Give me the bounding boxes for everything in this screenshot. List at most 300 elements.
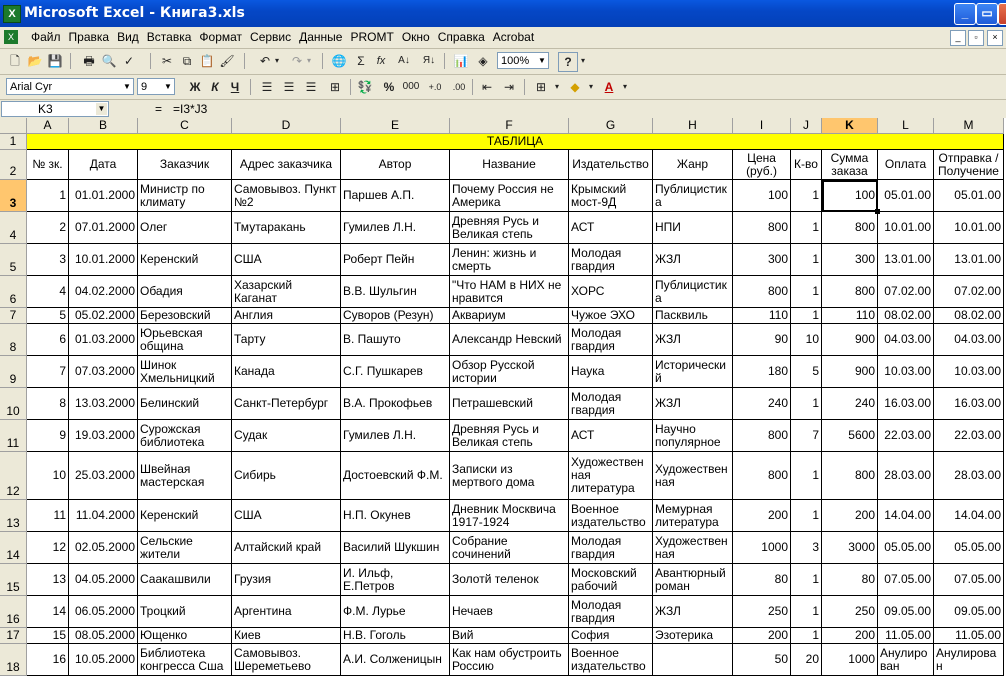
table-cell[interactable]: 05.02.2000 (69, 308, 138, 324)
table-cell[interactable]: 13.01.00 (934, 244, 1004, 276)
table-cell[interactable]: Алтайский край (232, 532, 341, 564)
table-cell[interactable]: 10.03.00 (878, 356, 934, 388)
table-cell[interactable]: Аргентина (232, 596, 341, 628)
table-cell[interactable]: Сельские жители (138, 532, 232, 564)
header-cell[interactable]: Заказчик (138, 150, 232, 180)
table-cell[interactable]: 11.05.00 (934, 628, 1004, 644)
row-header[interactable]: 15 (0, 564, 27, 596)
table-cell[interactable]: 13 (27, 564, 69, 596)
table-cell[interactable]: В. Пашуто (341, 324, 450, 356)
table-cell[interactable]: Крымский мост-9Д (569, 180, 653, 212)
undo-dropdown-icon[interactable]: ▾ (274, 56, 279, 65)
paste-icon[interactable]: 📋 (199, 54, 215, 68)
table-cell[interactable]: 05.05.00 (878, 532, 934, 564)
cut-icon[interactable]: ✂ (161, 54, 173, 68)
table-cell[interactable]: Тарту (232, 324, 341, 356)
table-cell[interactable]: 300 (733, 244, 791, 276)
table-cell[interactable]: 10.01.00 (878, 212, 934, 244)
column-header[interactable]: H (653, 118, 733, 134)
table-cell[interactable]: 14 (27, 596, 69, 628)
table-cell[interactable]: Библиотека конгресса Сша (138, 644, 232, 676)
table-cell[interactable]: Самовывоз. Пункт №2 (232, 180, 341, 212)
table-cell[interactable]: 07.05.00 (934, 564, 1004, 596)
header-cell[interactable]: Дата (69, 150, 138, 180)
table-cell[interactable]: 10.01.00 (934, 212, 1004, 244)
row-header[interactable]: 14 (0, 532, 27, 564)
table-cell[interactable]: 110 (733, 308, 791, 324)
row-header[interactable]: 8 (0, 324, 27, 356)
menu-item[interactable]: Acrobat (492, 30, 535, 44)
table-cell[interactable]: 200 (733, 500, 791, 532)
sort-descending-icon[interactable]: Я↓ (422, 55, 436, 66)
table-cell[interactable]: 25.03.2000 (69, 452, 138, 500)
table-cell[interactable]: 22.03.00 (934, 420, 1004, 452)
table-cell[interactable]: 02.05.2000 (69, 532, 138, 564)
increase-indent-icon[interactable]: ⇥ (503, 80, 515, 94)
table-cell[interactable]: 2 (27, 212, 69, 244)
table-cell[interactable]: 800 (733, 420, 791, 452)
table-cell[interactable]: 7 (791, 420, 822, 452)
table-cell[interactable]: Почему Россия не Америка (450, 180, 569, 212)
table-cell[interactable]: 1 (791, 500, 822, 532)
table-cell[interactable]: 90 (733, 324, 791, 356)
table-cell[interactable]: 15 (27, 628, 69, 644)
table-cell[interactable]: 9 (27, 420, 69, 452)
table-cell[interactable]: Паршев А.П. (341, 180, 450, 212)
menu-item[interactable]: Справка (437, 30, 485, 44)
table-cell[interactable]: 1 (791, 244, 822, 276)
header-cell[interactable]: Оплата (878, 150, 934, 180)
spelling-icon[interactable]: ✓ (123, 54, 135, 68)
table-cell[interactable]: 1 (791, 308, 822, 324)
column-header[interactable]: J (791, 118, 822, 134)
row-header[interactable]: 16 (0, 596, 27, 628)
row-header[interactable]: 5 (0, 244, 27, 276)
table-cell[interactable]: Как нам обустроить Россию (450, 644, 569, 676)
table-cell[interactable]: Ленин: жизнь и смерть (450, 244, 569, 276)
table-cell[interactable]: 20 (791, 644, 822, 676)
table-cell[interactable]: Обзор Русской истории (450, 356, 569, 388)
doc-minimize-icon[interactable]: _ (950, 30, 966, 46)
table-cell[interactable]: 110 (822, 308, 878, 324)
doc-restore-icon[interactable]: ▫ (968, 30, 984, 46)
table-cell[interactable]: 6 (27, 324, 69, 356)
table-cell[interactable]: 1 (791, 596, 822, 628)
table-cell[interactable]: 11.05.00 (878, 628, 934, 644)
row-header[interactable]: 10 (0, 388, 27, 420)
table-cell[interactable]: 04.02.2000 (69, 276, 138, 308)
table-cell[interactable]: 1 (791, 180, 822, 212)
table-cell[interactable]: Анулирован (878, 644, 934, 676)
currency-icon[interactable]: 💱 (357, 80, 373, 94)
decrease-decimal-icon[interactable]: .00 (452, 82, 466, 92)
header-cell[interactable]: Жанр (653, 150, 733, 180)
table-cell[interactable]: Молодая гвардия (569, 324, 653, 356)
table-cell[interactable]: Древняя Русь и Великая степь (450, 420, 569, 452)
table-cell[interactable]: 14.04.00 (934, 500, 1004, 532)
header-cell[interactable]: Цена (руб.) (733, 150, 791, 180)
table-cell[interactable]: 80 (822, 564, 878, 596)
borders-icon[interactable]: ⊞ (535, 80, 547, 94)
thousands-button[interactable]: 000 (402, 81, 420, 92)
table-cell[interactable]: Исторический (653, 356, 733, 388)
fill-color-icon[interactable]: ◆ (570, 80, 580, 94)
header-cell[interactable]: Название (450, 150, 569, 180)
table-cell[interactable]: 240 (822, 388, 878, 420)
menu-item[interactable]: Формат (199, 30, 243, 44)
increase-decimal-icon[interactable]: +.0 (428, 82, 442, 92)
table-cell[interactable]: Сурожская библиотека (138, 420, 232, 452)
merge-center-icon[interactable]: ⊞ (329, 80, 341, 94)
table-cell[interactable]: Древняя Русь и Великая степь (450, 212, 569, 244)
percent-button[interactable]: % (383, 80, 395, 94)
table-cell[interactable]: 16 (27, 644, 69, 676)
table-cell[interactable]: 900 (822, 324, 878, 356)
column-header[interactable]: C (138, 118, 232, 134)
header-cell[interactable]: К-во (791, 150, 822, 180)
table-cell[interactable]: Троцкий (138, 596, 232, 628)
redo-icon[interactable]: ↷ (291, 54, 303, 68)
table-cell[interactable]: 19.03.2000 (69, 420, 138, 452)
table-cell[interactable]: 800 (822, 452, 878, 500)
table-cell[interactable]: 05.05.00 (934, 532, 1004, 564)
chevron-down-icon[interactable]: ▼ (97, 104, 106, 113)
font-size-combo[interactable] (137, 78, 175, 95)
table-cell[interactable]: 28.03.00 (934, 452, 1004, 500)
autosum-icon[interactable]: Σ (357, 54, 365, 68)
table-cell[interactable]: 10.05.2000 (69, 644, 138, 676)
table-cell[interactable]: Гумилев Л.Н. (341, 212, 450, 244)
column-header[interactable]: I (733, 118, 791, 134)
table-cell[interactable]: 50 (733, 644, 791, 676)
table-cell[interactable]: Авантюрный роман (653, 564, 733, 596)
column-header[interactable]: F (450, 118, 569, 134)
chevron-down-icon[interactable]: ▼ (164, 82, 172, 91)
table-cell[interactable]: С.Г. Пушкарев (341, 356, 450, 388)
table-cell[interactable]: Самовывоз. Шереметьево (232, 644, 341, 676)
table-cell[interactable]: Суворов (Резун) (341, 308, 450, 324)
table-cell[interactable]: Санкт-Петербург (232, 388, 341, 420)
italic-button[interactable]: К (211, 80, 219, 94)
table-cell[interactable]: Хазарский Каганат (232, 276, 341, 308)
table-cell[interactable]: Саакашвили (138, 564, 232, 596)
sheet-title-cell[interactable]: ТАБЛИЦА (27, 134, 1004, 150)
table-cell[interactable]: Березовский (138, 308, 232, 324)
active-cell[interactable]: 100 (822, 180, 878, 212)
menu-item[interactable]: Данные (299, 30, 343, 44)
table-cell[interactable]: Молодая гвардия (569, 244, 653, 276)
menu-item[interactable]: Сервис (250, 30, 292, 44)
table-cell[interactable]: 12 (27, 532, 69, 564)
save-icon[interactable]: 💾 (47, 54, 63, 68)
table-cell[interactable]: 1000 (822, 644, 878, 676)
table-cell[interactable]: 1 (791, 564, 822, 596)
menu-item[interactable]: Вставка (146, 30, 192, 44)
table-cell[interactable]: В.А. Прокофьев (341, 388, 450, 420)
row-header[interactable]: 18 (0, 644, 27, 676)
row-header[interactable]: 13 (0, 500, 27, 532)
new-file-icon[interactable]: 🗋 (10, 54, 20, 68)
table-cell[interactable]: 1 (791, 388, 822, 420)
decrease-indent-icon[interactable]: ⇤ (481, 80, 493, 94)
table-cell[interactable]: Керенский (138, 244, 232, 276)
table-cell[interactable]: И. Ильф, Е.Петров (341, 564, 450, 596)
table-cell[interactable]: Художественная (653, 532, 733, 564)
select-all-corner[interactable] (0, 118, 27, 134)
sort-ascending-icon[interactable]: A↓ (398, 55, 410, 66)
table-cell[interactable]: 3 (27, 244, 69, 276)
table-cell[interactable]: ЖЗЛ (653, 244, 733, 276)
table-cell[interactable]: 11.04.2000 (69, 500, 138, 532)
table-cell[interactable]: 04.03.00 (934, 324, 1004, 356)
table-cell[interactable]: Вий (450, 628, 569, 644)
menu-item[interactable]: Правка (68, 30, 110, 44)
table-cell[interactable]: Мемурная литература (653, 500, 733, 532)
table-cell[interactable]: Художественная (653, 452, 733, 500)
doc-close-icon[interactable]: × (987, 30, 1003, 46)
table-cell[interactable]: ЖЗЛ (653, 324, 733, 356)
table-cell[interactable]: 3 (791, 532, 822, 564)
font-color-icon[interactable]: A (604, 80, 614, 94)
table-cell[interactable]: Аквариум (450, 308, 569, 324)
table-cell[interactable]: 14.04.00 (878, 500, 934, 532)
table-cell[interactable]: Обадия (138, 276, 232, 308)
print-icon[interactable]: 🖶 (83, 54, 95, 68)
chevron-down-icon[interactable]: ▼ (123, 82, 131, 91)
table-cell[interactable]: АСТ (569, 212, 653, 244)
table-cell[interactable]: 10 (27, 452, 69, 500)
table-cell[interactable]: 13.01.00 (878, 244, 934, 276)
header-cell[interactable]: Издательство (569, 150, 653, 180)
table-cell[interactable]: 06.05.2000 (69, 596, 138, 628)
column-header[interactable]: L (878, 118, 934, 134)
menu-item[interactable]: PROMT (350, 30, 394, 44)
table-cell[interactable]: США (232, 500, 341, 532)
table-cell[interactable]: 800 (733, 276, 791, 308)
table-cell[interactable]: 900 (822, 356, 878, 388)
table-cell[interactable]: Публицистика (653, 180, 733, 212)
font-color-dropdown-icon[interactable]: ▾ (622, 82, 627, 91)
table-cell[interactable]: Молодая гвардия (569, 532, 653, 564)
redo-dropdown-icon[interactable]: ▾ (306, 56, 311, 65)
table-cell[interactable]: Александр Невский (450, 324, 569, 356)
column-header[interactable]: K (822, 118, 878, 134)
table-cell[interactable]: Сибирь (232, 452, 341, 500)
table-cell[interactable]: 08.02.00 (934, 308, 1004, 324)
table-cell[interactable]: 1 (791, 628, 822, 644)
table-cell[interactable]: Собрание сочинений (450, 532, 569, 564)
print-preview-icon[interactable]: 🔍 (101, 54, 117, 68)
table-cell[interactable]: 1 (791, 276, 822, 308)
chart-wizard-icon[interactable]: 📊 (453, 54, 469, 68)
fill-handle[interactable] (875, 209, 880, 214)
table-cell[interactable]: Художественная литература (569, 452, 653, 500)
table-cell[interactable]: Научно популярное (653, 420, 733, 452)
table-cell[interactable]: Достоевский Ф.М. (341, 452, 450, 500)
table-cell[interactable]: 800 (733, 212, 791, 244)
header-cell[interactable]: Сумма заказа (822, 150, 878, 180)
table-cell[interactable]: 240 (733, 388, 791, 420)
table-cell[interactable]: Англия (232, 308, 341, 324)
column-header[interactable]: G (569, 118, 653, 134)
table-cell[interactable]: Петрашевский (450, 388, 569, 420)
header-cell[interactable]: № зк. (27, 150, 69, 180)
table-cell[interactable]: США (232, 244, 341, 276)
table-cell[interactable]: 200 (822, 500, 878, 532)
table-cell[interactable] (653, 644, 733, 676)
table-cell[interactable]: Швейная мастерская (138, 452, 232, 500)
table-cell[interactable]: Молодая гвардия (569, 596, 653, 628)
table-cell[interactable]: Олег (138, 212, 232, 244)
row-header[interactable]: 9 (0, 356, 27, 388)
table-cell[interactable]: 10.01.2000 (69, 244, 138, 276)
table-cell[interactable]: Анулирован (934, 644, 1004, 676)
table-cell[interactable]: Военное издательство (569, 644, 653, 676)
table-cell[interactable]: 09.05.00 (934, 596, 1004, 628)
row-header[interactable]: 12 (0, 452, 27, 500)
table-cell[interactable]: ЖЗЛ (653, 596, 733, 628)
table-cell[interactable]: Наука (569, 356, 653, 388)
table-cell[interactable]: Белинский (138, 388, 232, 420)
table-cell[interactable]: 05.01.00 (878, 180, 934, 212)
maximize-button[interactable]: ▭ (976, 3, 998, 25)
name-box[interactable] (1, 101, 109, 117)
table-cell[interactable]: 01.03.2000 (69, 324, 138, 356)
table-cell[interactable]: 200 (733, 628, 791, 644)
table-cell[interactable]: 300 (822, 244, 878, 276)
table-cell[interactable]: 800 (822, 276, 878, 308)
menu-item[interactable]: Файл (31, 30, 61, 44)
borders-dropdown-icon[interactable]: ▾ (554, 82, 559, 91)
table-cell[interactable]: 04.03.00 (878, 324, 934, 356)
menu-item[interactable]: Вид (117, 30, 139, 44)
table-cell[interactable]: Василий Шукшин (341, 532, 450, 564)
table-cell[interactable]: 28.03.00 (878, 452, 934, 500)
zoom-combo[interactable] (497, 52, 549, 69)
align-center-icon[interactable]: ☰ (283, 80, 295, 94)
table-cell[interactable]: 01.01.2000 (69, 180, 138, 212)
table-cell[interactable]: Юрьевская община (138, 324, 232, 356)
format-painter-icon[interactable]: 🖌 (219, 54, 235, 68)
table-cell[interactable]: 80 (733, 564, 791, 596)
table-cell[interactable]: 07.02.00 (934, 276, 1004, 308)
table-cell[interactable]: 3000 (822, 532, 878, 564)
table-cell[interactable]: 22.03.00 (878, 420, 934, 452)
column-header[interactable]: E (341, 118, 450, 134)
table-cell[interactable]: ЖЗЛ (653, 388, 733, 420)
table-cell[interactable]: 8 (27, 388, 69, 420)
table-cell[interactable]: Грузия (232, 564, 341, 596)
row-header[interactable]: 17 (0, 628, 27, 644)
row-header[interactable]: 11 (0, 420, 27, 452)
table-cell[interactable]: 05.01.00 (934, 180, 1004, 212)
column-header[interactable]: M (934, 118, 1004, 134)
close-button[interactable] (998, 3, 1006, 25)
table-cell[interactable]: 5 (27, 308, 69, 324)
table-cell[interactable]: Канада (232, 356, 341, 388)
table-cell[interactable]: АСТ (569, 420, 653, 452)
table-cell[interactable]: Киев (232, 628, 341, 644)
table-cell[interactable]: 4 (27, 276, 69, 308)
header-cell[interactable]: Адрес заказчика (232, 150, 341, 180)
table-cell[interactable]: 09.05.00 (878, 596, 934, 628)
table-cell[interactable]: Керенский (138, 500, 232, 532)
table-cell[interactable]: 08.02.00 (878, 308, 934, 324)
table-cell[interactable]: Эзотерика (653, 628, 733, 644)
hyperlink-icon[interactable]: 🌐 (331, 54, 347, 68)
table-cell[interactable]: 11 (27, 500, 69, 532)
row-header[interactable]: 7 (0, 308, 27, 324)
chevron-down-icon[interactable]: ▼ (538, 56, 546, 65)
table-cell[interactable]: 04.05.2000 (69, 564, 138, 596)
help-dropdown-icon[interactable]: ▾ (580, 56, 585, 65)
table-cell[interactable]: Пасквиль (653, 308, 733, 324)
column-header[interactable]: D (232, 118, 341, 134)
table-cell[interactable]: 1 (791, 212, 822, 244)
table-cell[interactable]: ХОРС (569, 276, 653, 308)
table-cell[interactable]: 16.03.00 (878, 388, 934, 420)
table-cell[interactable]: Молодая гвардия (569, 388, 653, 420)
table-cell[interactable]: 7 (27, 356, 69, 388)
table-cell[interactable]: Судак (232, 420, 341, 452)
table-cell[interactable]: 800 (822, 212, 878, 244)
table-cell[interactable]: Гумилев Л.Н. (341, 420, 450, 452)
table-cell[interactable]: Записки из мертвого дома (450, 452, 569, 500)
align-left-icon[interactable]: ☰ (261, 80, 273, 94)
table-cell[interactable]: 1 (791, 452, 822, 500)
table-cell[interactable]: Ф.М. Лурье (341, 596, 450, 628)
table-cell[interactable]: 1000 (733, 532, 791, 564)
table-cell[interactable]: 07.01.2000 (69, 212, 138, 244)
menu-item[interactable]: Окно (401, 30, 430, 44)
drawing-icon[interactable]: ◈ (478, 54, 488, 68)
align-right-icon[interactable]: ☰ (305, 80, 317, 94)
open-folder-icon[interactable]: 📂 (27, 54, 43, 68)
table-cell[interactable]: 180 (733, 356, 791, 388)
column-header[interactable]: A (27, 118, 69, 134)
table-cell[interactable]: 10.03.00 (934, 356, 1004, 388)
table-cell[interactable]: Дневник Москвича 1917-1924 (450, 500, 569, 532)
table-cell[interactable]: 200 (822, 628, 878, 644)
fill-color-dropdown-icon[interactable]: ▾ (588, 82, 593, 91)
table-cell[interactable]: 08.05.2000 (69, 628, 138, 644)
bold-button[interactable]: Ж (189, 80, 201, 94)
excel-app-icon[interactable]: X (3, 5, 21, 23)
insert-function-icon[interactable]: fx (376, 55, 386, 67)
table-cell[interactable]: 07.05.00 (878, 564, 934, 596)
row-header[interactable]: 6 (0, 276, 27, 308)
help-icon[interactable]: ? (558, 52, 578, 72)
header-cell[interactable]: Отправка / Получение (934, 150, 1004, 180)
table-cell[interactable]: София (569, 628, 653, 644)
header-cell[interactable]: Автор (341, 150, 450, 180)
table-cell[interactable]: 13.03.2000 (69, 388, 138, 420)
table-cell[interactable]: А.И. Солженицын (341, 644, 450, 676)
underline-button[interactable]: Ч (230, 80, 240, 94)
table-cell[interactable]: Публицистика (653, 276, 733, 308)
row-header[interactable]: 1 (0, 134, 27, 150)
table-cell[interactable]: Военное издательство (569, 500, 653, 532)
table-cell[interactable]: Министр по климату (138, 180, 232, 212)
table-cell[interactable]: Золотй теленок (450, 564, 569, 596)
copy-icon[interactable]: ⧉ (182, 54, 192, 68)
table-cell[interactable]: 5 (791, 356, 822, 388)
row-header[interactable]: 3 (0, 180, 27, 212)
table-cell[interactable]: 5600 (822, 420, 878, 452)
table-cell[interactable]: Тмутаракань (232, 212, 341, 244)
table-cell[interactable]: 800 (733, 452, 791, 500)
row-header[interactable]: 2 (0, 150, 27, 180)
